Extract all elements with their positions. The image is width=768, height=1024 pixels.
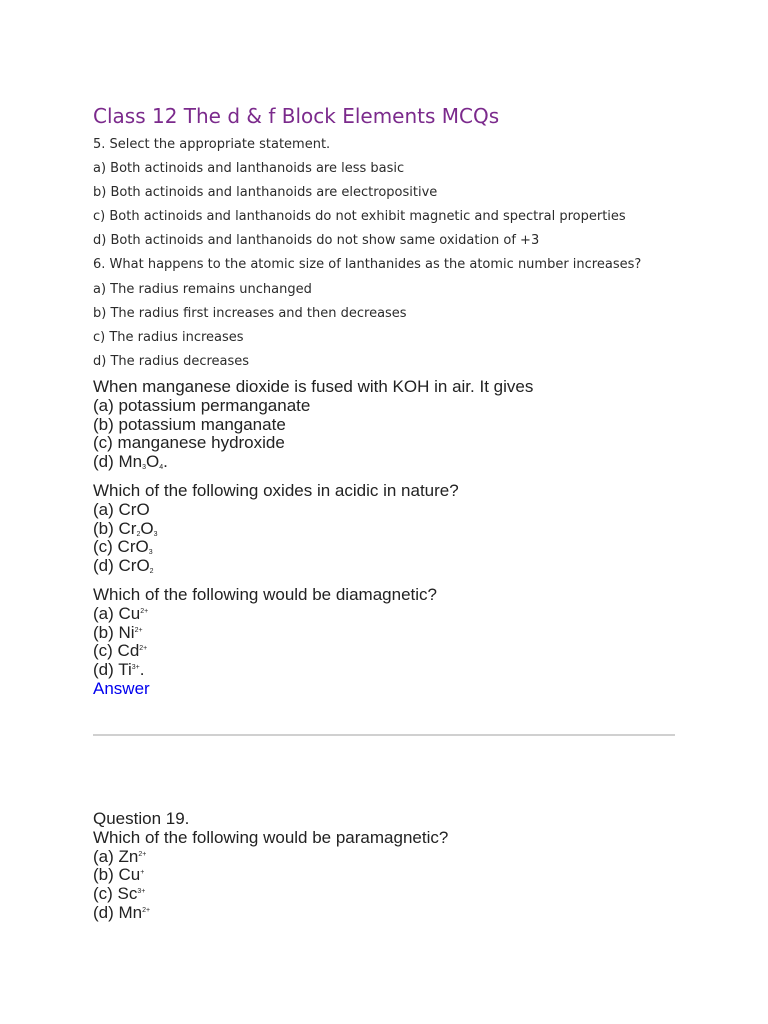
q5-question: 5. Select the appropriate statement. <box>93 137 331 152</box>
mno2-option-d: (d) $Mn_3O_4$. <box>93 452 168 472</box>
horizontal-divider <box>93 734 675 736</box>
diamag-question: Which of the following would be diamagnetic? <box>93 585 437 604</box>
answer-link[interactable]: Answer <box>93 678 150 698</box>
q5-option-a: a) Both actinoids and lanthanoids are less basic <box>93 161 405 177</box>
q19-heading: Question 19. <box>93 809 190 828</box>
page-title: Class 12 The d & f Block Elements MCQs <box>93 104 500 128</box>
q5-option-c: c) Both actinoids and lanthanoids do not exhibit magnetic and spectral properties <box>93 209 626 225</box>
mno2-question: When manganese dioxide is fused with KOH in air. It gives <box>93 377 534 396</box>
oxides-option-b: (b) $Cr_2O_3$ <box>93 518 158 538</box>
q5-option-b: b) Both actinoids and lanthanoids are electropositive <box>93 185 438 201</box>
q19-option-d: (d) $Mn^{2+}$ <box>93 902 151 922</box>
oxides-question-block <box>93 482 459 576</box>
diamag-option-b: (b) $Ni^{2+}$ <box>93 622 143 642</box>
mno2-option-b: (b) potassium manganate <box>93 414 286 434</box>
diamag-option-a: (a) $Cu^{2+}$ <box>93 603 149 623</box>
oxides-option-d: (d) CrO$_2$ <box>93 556 154 576</box>
diamagnetic-question-block <box>93 586 437 699</box>
oxides-option-c: (c) CrO$_3$ <box>93 537 153 557</box>
diamag-option-d: (d) $Ti^{3+}$. <box>93 660 145 680</box>
q19-option-b: (b) Cu+ <box>93 865 145 885</box>
diamag-option-c: (c) $Cd^{2+}$ <box>93 641 148 661</box>
q6-option-d: d) The radius decreases <box>93 353 250 369</box>
q5-option-d: d) Both actinoids and lanthanoids do not show same oxidation of +3 <box>93 233 540 249</box>
oxides-question: Which of the following oxides in acidic in nature? <box>93 481 459 500</box>
mno2-question-block <box>93 378 533 472</box>
q19-option-c: (c) $Sc^{3+}$ <box>93 884 146 904</box>
q6-option-c: c) The radius increases <box>93 329 244 345</box>
q19-question-block <box>93 810 448 923</box>
mno2-option-a: (a) potassium permanganate <box>93 395 311 415</box>
q19-option-a: (a) $Zn^{2+}$ <box>93 846 147 866</box>
mcq-section-small <box>93 135 641 376</box>
q19-question: Which of the following would be paramagnetic? <box>93 827 449 847</box>
q6-option-b: b) The radius first increases and then decreases <box>93 305 407 321</box>
q6-option-a: a) The radius remains unchanged <box>93 281 312 297</box>
mno2-option-c: (c) manganese hydroxide <box>93 433 285 453</box>
oxides-option-a: (a) CrO <box>93 499 150 519</box>
q6-question: 6. What happens to the atomic size of lanthanides as the atomic number increases? <box>93 257 642 273</box>
